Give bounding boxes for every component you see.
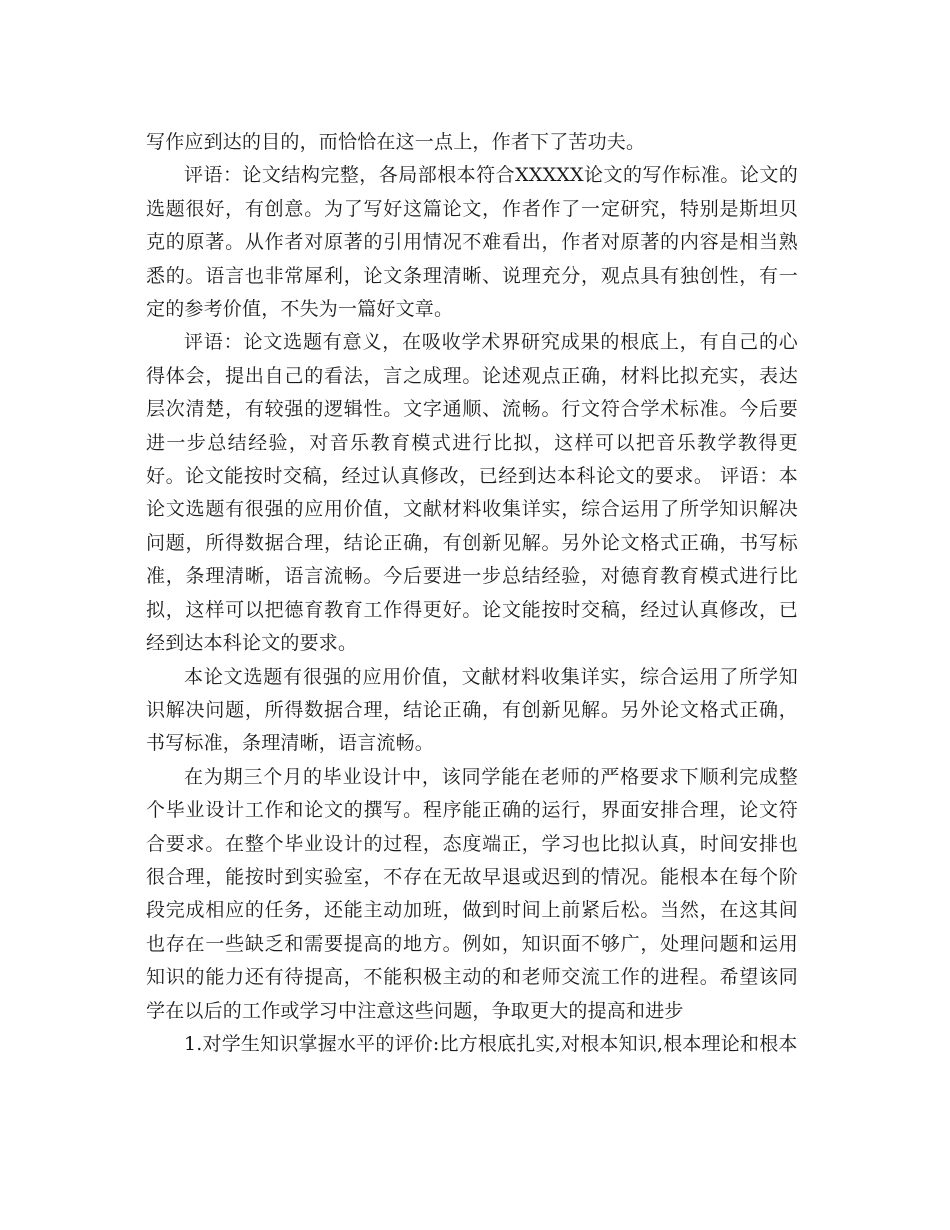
document-body <box>146 126 798 1061</box>
paragraph-comment-4: 在为期三个月的毕业设计中，该同学能在老师的严格要求下顺利完成整个毕业设计工作和论文的撰写。程序能正确的运行，界面安排合理，论文符合要求。在整个毕业设计的过程，态度端正，学习也比拟认真，时间安排也很合理，能按时到实验室，不存在无故早退或迟到的情况。能根本在每个阶段完成相应的任务，还能主动加班，做到时间上前紧后松。当然，在这其间也存在一些缺乏和需要提高的地方。例如，知识面不够广，处理问题和运用知识的能力还有待提高，不能积极主动的和老师交流工作的进程。希望该同学在以后的工作或学习中注意这些问题，争取更大的提高和进步 <box>146 765 798 1022</box>
paragraph-comment-3: 本论文选题有很强的应用价值，文献材料收集详实，综合运用了所学知识解决问题，所得数据合理，结论正确，有创新见解。另外论文格式正确，书写标准，条理清晰，语言流畅。 <box>146 665 798 755</box>
paragraph-list-item-1: 1.对学生知识掌握水平的评价:比方根底扎实,对根本知识,根本理论和根本 <box>184 1032 798 1055</box>
paragraph-comment-1: 评语：论文结构完整，各局部根本符合XXXXX论文的写作标准。论文的选题很好，有创意。为了写好这篇论文，作者作了一定研究，特别是斯坦贝克的原著。从作者对原著的引用情况不难看出，作者对原著的内容是相当熟悉的。语言也非常犀利，论文条理清晰、说理充分，观点具有独创性，有一定的参考价值，不失为一篇好文章。 <box>146 164 798 321</box>
paragraph-continuation: 写作应到达的目的，而恰恰在这一点上，作者下了苦功夫。 <box>146 131 646 153</box>
paragraph-comment-2: 评语：论文选题有意义，在吸收学术界研究成果的根底上，有自己的心得体会，提出自己的看法，言之成理。论述观点正确，材料比拟充实，表达层次清楚，有较强的逻辑性。文字通顺、流畅。行文符合学术标准。今后要进一步总结经验，对音乐教育模式进行比拟，这样可以把音乐教学教得更好。论文能按时交稿，经过认真修改，已经到达本科论文的要求。 评语：本论文选题有很强的应用价值，文献材料收集详实，综合运用了所学知识解决问题，所得数据合理，结论正确，有创新见解。另外论文格式正确，书写标准，条理清晰，语言流畅。今后要进一步总结经验，对德育教育模式进行比拟，这样可以把德育教育工作得更好。论文能按时交稿，经过认真修改，已经到达本科论文的要求。 <box>146 331 798 655</box>
